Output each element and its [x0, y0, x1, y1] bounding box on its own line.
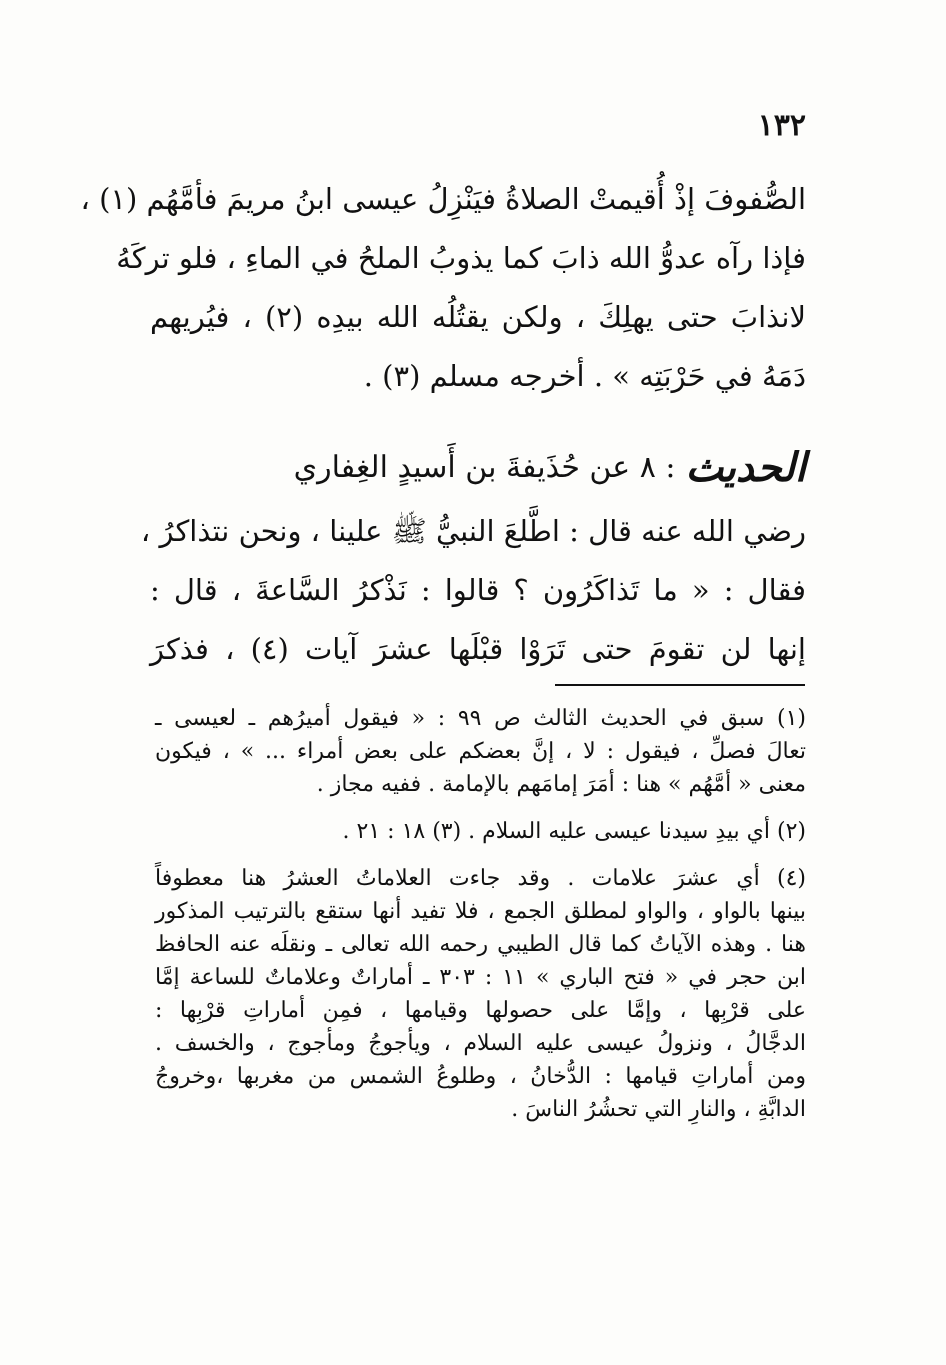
footnote-line: (١) سبق في الحديث الثالث ص ٩٩ : « فيقول أميرُهم ـ لعيسى ـ — [155, 706, 807, 731]
footnote-line: الدابَّةِ ، والنارِ التي تحشُرُ الناسَ . — [511, 1097, 806, 1122]
hadith-heading — [150, 432, 806, 502]
footnote-2-3 — [155, 815, 806, 848]
footnote-line: بينها بالواو ، والواو لمطلق الجمع ، فلا تفيد أنها ستقع بالترتيب المذكور — [155, 899, 806, 924]
footnote-4 — [155, 862, 806, 1126]
hadith-heading-text: : ٨ عن حُذَيفةَ بن أَسيدٍ الغِفاري — [293, 449, 676, 485]
main-text — [80, 170, 806, 406]
footnote-1 — [155, 702, 806, 801]
footnotes — [155, 702, 806, 1126]
footnote-line: معنى « أمَّهُم » هنا : أمَرَ إمامَهم بالإمامة . ففيه مجاز . — [316, 772, 806, 797]
main-text-line: فإذا رآه عدوُّ الله ذابَ كما يذوبُ الملحُ في الماءِ ، فلو تركَهُ — [116, 241, 806, 275]
hadith-heading-word: الحديث — [685, 443, 806, 491]
main-text-line: الصُّفوفَ إذْ أُقيمتْ الصلاةُ فيَنْزِلُ عيسى ابنُ مريمَ فأمَّهُم (١) ، — [80, 182, 806, 216]
footnote-line: الدجَّالُ ، ونزولُ عيسى عليه السلام ، ويأجوجُ ومأجوج ، والخسف . — [155, 1031, 806, 1056]
hadith-text-line: فقال : « ما تَذاكَرُون ؟ قالوا : نَذْكرُ السَّاعةَ ، قال : — [150, 573, 806, 607]
footnote-line: ومن أماراتِ قيامها : الدُّخانُ ، وطلوعُ الشمس من مغربها ،وخروجُ — [155, 1064, 806, 1089]
main-text-line: لانذابَ حتى يهلِكَ ، ولكن يقتُلُه الله بيدِه (٢) ، فيُريهم — [150, 300, 806, 334]
footnote-line: (٢) أي بيدِ سيدنا عيسى عليه السلام . (٣) ١٨ : ٢١ . — [342, 819, 806, 844]
hadith-text-line: رضي الله عنه قال : اطَّلعَ النبيُّ ﷺ علينا ، ونحن نتذاكرُ ، — [140, 514, 806, 548]
footnote-line: على قرْبِها ، وإمَّا على حصولها وقيامها ، فمِن أماراتِ قرْبِها : — [155, 998, 806, 1023]
footnote-line: هنا . وهذه الآياتُ كما قال الطيبي رحمه الله تعالى ـ ونقلَه عنه الحافظ — [155, 932, 806, 957]
footnote-line: تعالَ فصلِّ ، فيقول : لا ، إنَّ بعضكم على بعض أمراء ... » ، فيكون — [155, 739, 806, 764]
hadith-text-line: إنها لن تقومَ حتى تَرَوْا قبْلَها عشرَ آيات (٤) ، فذكرَ — [150, 632, 806, 666]
hadith-section — [140, 432, 806, 679]
footnote-line: (٤) أي عشرَ علامات . وقد جاءت العلاماتُ العشرُ هنا معطوفاً — [155, 866, 806, 891]
footnote-line: ابن حجر في « فتح الباري » ١١ : ٣٠٣ ـ أماراتٌ وعلاماتٌ للساعة إمَّا — [155, 965, 806, 990]
main-text-line: دَمَهُ في حَرْبَتِه » . أخرجه مسلم (٣) . — [363, 359, 806, 393]
page-number: ١٣٢ — [757, 108, 806, 143]
footnote-divider — [555, 684, 805, 686]
